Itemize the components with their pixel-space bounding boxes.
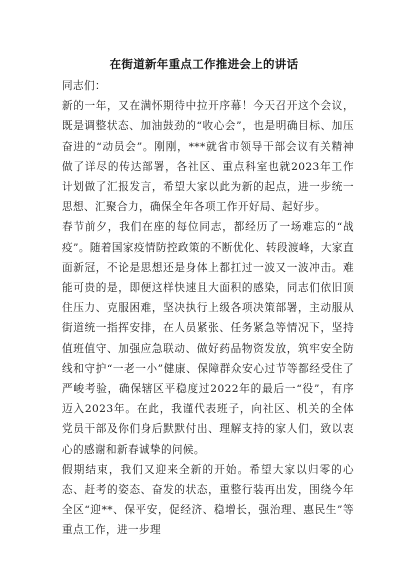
paragraph-2: 春节前夕，我们在座的每位同志，都经历了一场难忘的“战疫”。随着国家疫情防控政策的不断优化、转段渡峰，大家直面新冠，不论是思想还是身体上都扛过一波又一波冲击。难能可贵的是，即便这样快速且大面积的感染，同志们依旧顶住压力、克服困难，坚决执行上级各项决策部署，主动服从街道统一指挥安排，在人员紧张、任务紧急等情况下，坚持值班值守、加强应急联动、做好药品物资发放，筑牢安全防线和守护“一老一小”健康、保障群众安心过节等都经受住了严峻考验，确保辖区平稳度过2022年的最后一“役”，有序迈入2023年。在此，我谨代表班子，向社区、机关的全体党员干部及你们身后默默付出、理解支持的家人们，致以衷心的感谢和新春诚挚的问候。: [62, 221, 354, 456]
document-title: 在街道新年重点工作推进会上的讲话: [109, 57, 299, 71]
paragraph-3: 假期结束，我们又迎来全新的开始。希望大家以归零的心态、赶考的姿态、奋发的状态，重整行装再出发，围绕今年全区“迎**、保平安，促经济、稳增长，强治理、惠民生”等重点工作，进一步理: [62, 463, 354, 537]
document-body: [62, 76, 354, 541]
salutation: 同志们：: [62, 80, 106, 92]
paragraph-1: 新的一年，又在满怀期待中拉开序幕！今天召开这个会议，既是调整状态、加油鼓劲的“收心会”，也是明确目标、加压奋进的“动员会”。刚刚，***就省市领导干部会议有关精神做了详尽的传达部署，各社区、重点科室也就2023年工作计划做了汇报发言，希望大家以此为新的起点，进一步统一思想、汇聚合力，确保全年各项工作开好局、起好步。: [62, 100, 354, 214]
